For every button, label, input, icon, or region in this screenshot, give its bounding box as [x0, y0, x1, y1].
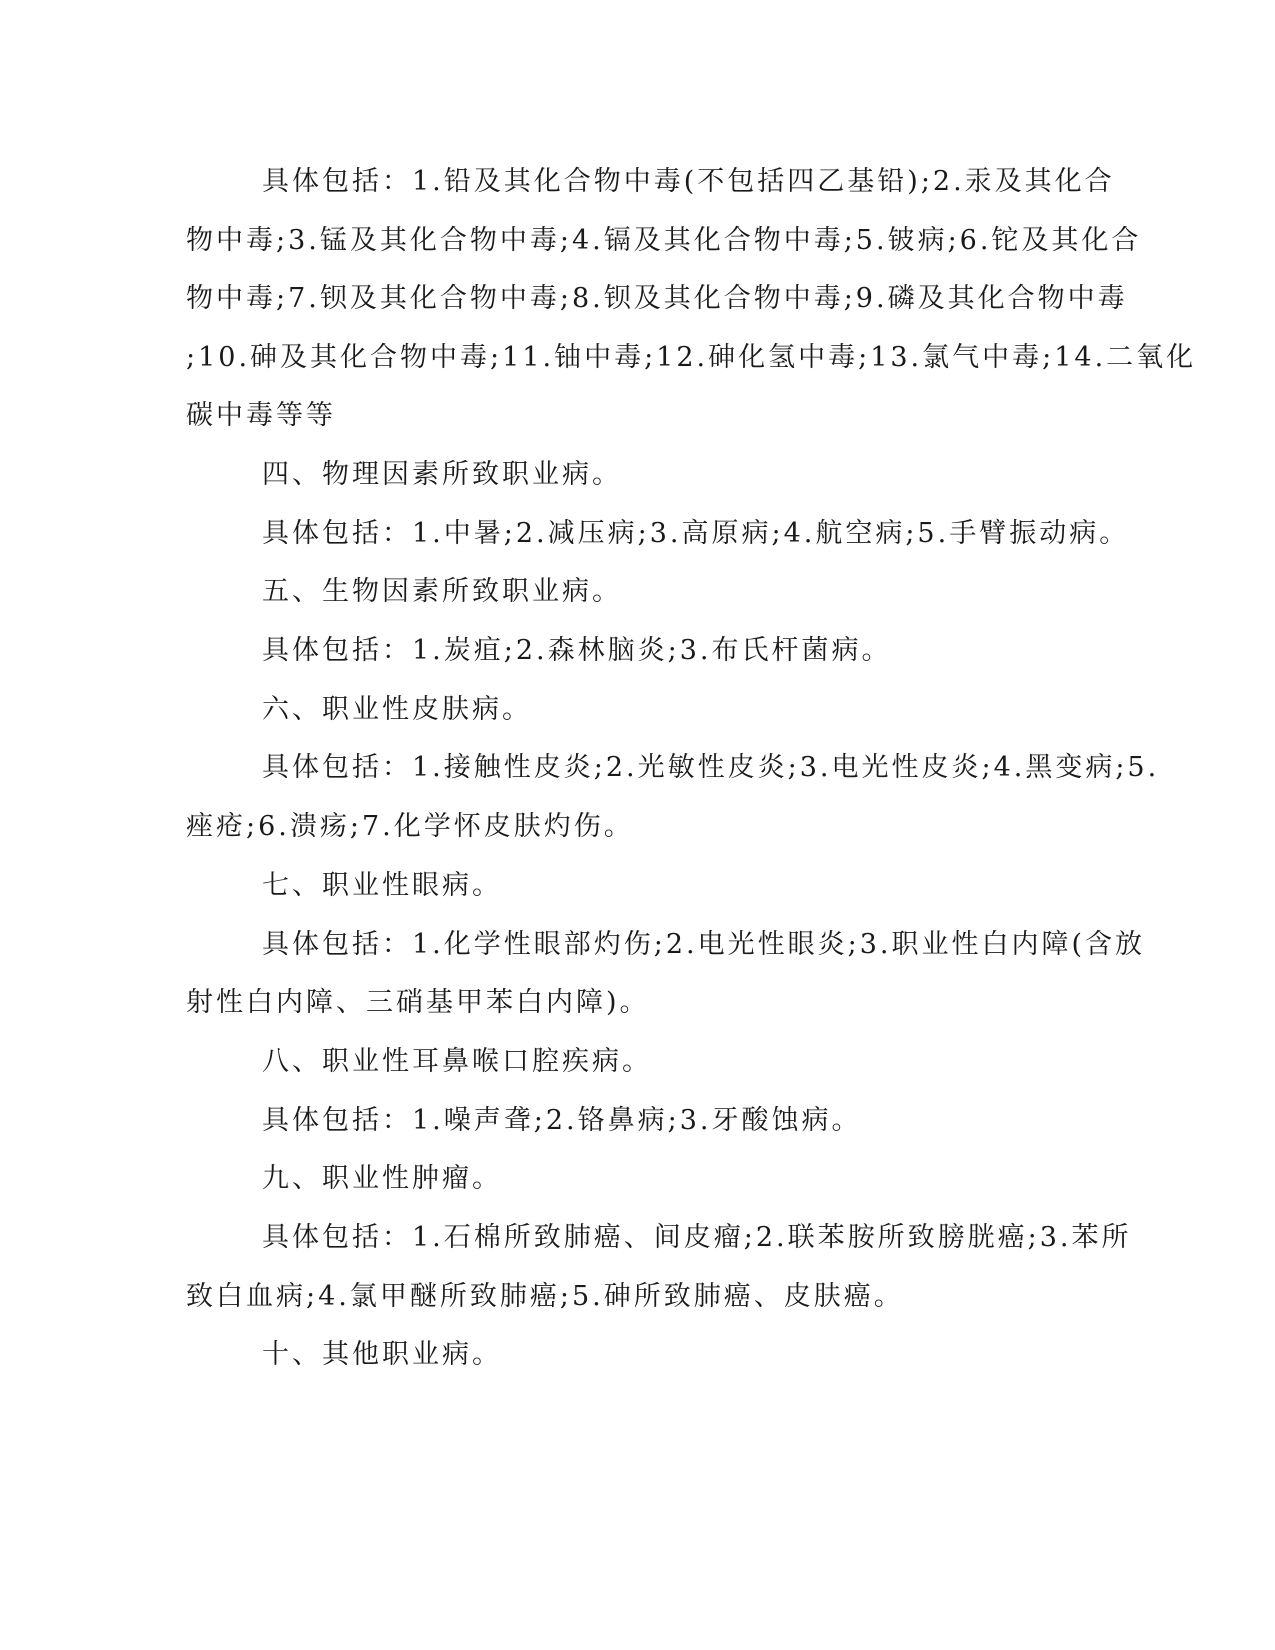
paragraph-line: 具体包括：1.化学性眼部灼伤;2.电光性眼炎;3.职业性白内障(含放: [262, 929, 1146, 960]
section-heading: 四、物理因素所致职业病。: [262, 459, 622, 490]
paragraph-line: 具体包括：1.噪声聋;2.铬鼻病;3.牙酸蚀病。: [262, 1105, 862, 1136]
section-heading: 五、生物因素所致职业病。: [262, 576, 622, 607]
section-heading: 九、职业性肿瘤。: [262, 1163, 502, 1194]
section-heading: 十、其他职业病。: [262, 1339, 502, 1370]
paragraph-line: 具体包括：1.中暑;2.减压病;3.高原病;4.航空病;5.手臂振动病。: [262, 518, 1130, 549]
paragraph-line: 物中毒;3.锰及其化合物中毒;4.镉及其化合物中毒;5.铍病;6.铊及其化合: [186, 225, 1142, 256]
paragraph-line: 射性白内障、三硝基甲苯白内障)。: [186, 987, 650, 1018]
section-heading: 七、职业性眼病。: [262, 870, 502, 901]
paragraph-line: 痤疮;6.溃疡;7.化学怀皮肤灼伤。: [186, 811, 634, 842]
paragraph-line: 致白血病;4.氯甲醚所致肺癌;5.砷所致肺癌、皮肤癌。: [186, 1281, 904, 1312]
paragraph-line: 具体包括：1.接触性皮炎;2.光敏性皮炎;3.电光性皮炎;4.黑变病;5.: [262, 752, 1160, 783]
paragraph-line: 物中毒;7.钡及其化合物中毒;8.钡及其化合物中毒;9.磷及其化合物中毒: [186, 283, 1128, 314]
section-heading: 六、职业性皮肤病。: [262, 694, 532, 725]
paragraph-line: 具体包括：1.石棉所致肺癌、间皮瘤;2.联苯胺所致膀胱癌;3.苯所: [262, 1222, 1132, 1253]
paragraph-line: 碳中毒等等: [186, 400, 336, 431]
paragraph-line: ;10.砷及其化合物中毒;11.铀中毒;12.砷化氢中毒;13.氯气中毒;14.二氧化: [186, 342, 1197, 373]
paragraph-line: 具体包括：1.炭疽;2.森林脑炎;3.布氏杆菌病。: [262, 635, 892, 666]
paragraph-line: 具体包括：1.铅及其化合物中毒(不包括四乙基铅);2.汞及其化合: [262, 166, 1115, 197]
section-heading: 八、职业性耳鼻喉口腔疾病。: [262, 1046, 652, 1077]
